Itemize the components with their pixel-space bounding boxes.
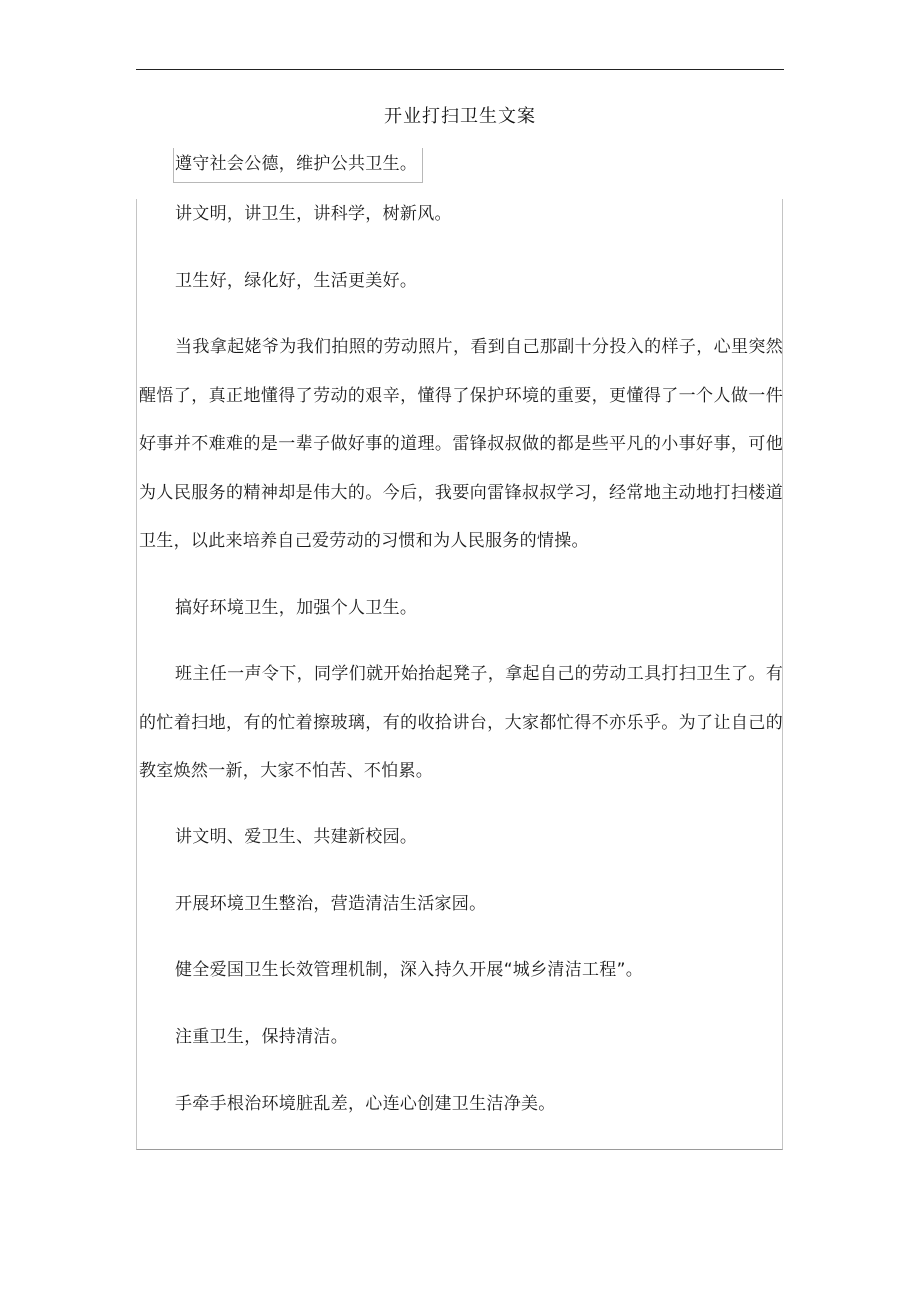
document-title: 开业打扫卫生文案 <box>384 106 536 127</box>
paragraph-1: 遵守社会公德，维护公共卫生。 <box>175 154 418 174</box>
paragraph-4: 当我拿起姥爷为我们拍照的劳动照片，看到自己那副十分投入的样子，心里突然醒悟了，真正地懂得了劳动的艰辛，懂得了保护环境的重要，更懂得了一个人做一件好事并不难难的是一辈子做好事的道理。雷锋叔叔做的都是些平凡的小事好事，可他为人民服务的精神却是伟大的。今后，我要向雷锋叔叔学习，经常地主动地打扫楼道卫生，以此来培养自己爱劳动的习惯和为人民服务的情操。 <box>139 337 783 551</box>
paragraph-7: 讲文明、爱卫生、共建新校园。 <box>175 827 418 847</box>
paragraph-11: 手牵手根治环境脏乱差，心连心创建卫生洁净美。 <box>175 1094 556 1114</box>
paragraph-6: 班主任一声令下，同学们就开始抬起凳子，拿起自己的劳动工具打扫卫生了。有的忙着扫地，有的忙着擦玻璃，有的收拾讲台，大家都忙得不亦乐乎。为了让自己的教室焕然一新，大家不怕苦、不怕累。 <box>139 664 783 781</box>
paragraph-2: 讲文明，讲卫生，讲科学，树新风。 <box>175 204 452 224</box>
paragraph-8: 开展环境卫生整治，营造清洁生活家园。 <box>175 894 487 914</box>
paragraph-10: 注重卫生，保持清洁。 <box>175 1027 348 1047</box>
paragraph-9: 健全爱国卫生长效管理机制，深入持久开展“城乡清洁工程”。 <box>175 960 644 980</box>
paragraph-5: 搞好环境卫生，加强个人卫生。 <box>175 598 418 618</box>
header-rule <box>136 69 784 70</box>
paragraph-3: 卫生好，绿化好，生活更美好。 <box>175 271 418 291</box>
